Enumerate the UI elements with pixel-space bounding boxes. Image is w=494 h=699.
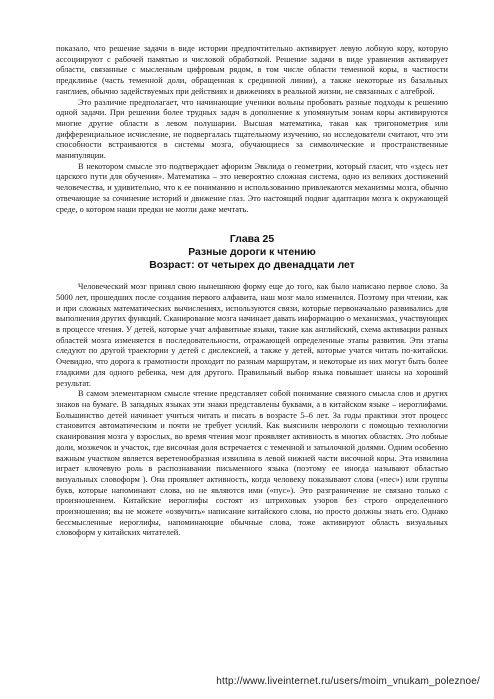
section-gap [56, 215, 448, 225]
paragraph: Человеческий мозг принял свою нынешнюю форму еще до того, как было написано первое слово. За 5000 лет, прошедших после создания первого алфавита, наш мозг мало изменился. Поэтому при чтении, как и при сложных математических вычислениях, используются связи, которые первоначально развивались для выполнения других функций. Сканирование мозга начинает давать информацию о механизмах, участвующих в процессе чтения. У детей, которые учат алфавитные языки, такие как английский, схема активации разных областей мозга изменяется в последовательности, отражающей определенные этапы развития. Эти этапы следуют по другой траектории у детей с дислексией, а также у детей, которые учатся читать по-китайски. Очевидно, что дорога к грамотности проходит по разным маршрутам, и некоторые из них могут быть более гладкими для одного ребенка, чем для другого. Правильный выбор языка повышает шансы на хороший результат. [56, 282, 448, 388]
paragraph: В самом элементарном смысле чтение представляет собой понимание связного смысла слов и других знаков на бумаге. В западных языках эти знаки представлены буквами, а в китайском языке – иероглифами. Большинство детей начинает учиться читать и писать в возрасте 5–6 лет. За годы практики этот процесс становится автоматическим и почти не требует усилий. Как выяснили неврологи с помощью технологии сканирования мозга у взрослых, во время чтения мозг проявляет активность в многих областях. Это лобные доли, мозжечок и участок, где височная доля встречается с теменной и затылочной долями. Одним особенно важным участком является веретенообразная извилина в левой нижней части височной коры. Эта извилина играет ключевую роль в распознавании письменного языка (поэтому ее иногда называют областью визуальных словоформ ). Она проявляет активность, когда человеку показывают слова («пес») или группы букв, которые напоминают слова, но не являются ими («пус»). Это разграничение не связано только с произношением. Китайские иероглифы состоят из штриховых узоров без строго определенного произношения; вы не можете «озвучить» написание китайского слова, но просто должны знать его. Однако бессмысленные иероглифы, напоминающие обычные слова, тоже активируют область визуальных словоформ у китайских читателей. [56, 389, 448, 538]
chapter-subtitle: Возраст: от четырех до двенадцати лет [149, 260, 355, 272]
chapter-title: Разные дороги к чтению [188, 247, 316, 259]
chapter-heading [56, 233, 448, 272]
chapter-number: Глава 25 [229, 234, 275, 246]
top-text-section [56, 44, 448, 215]
footer-url[interactable]: http://www.liveinternet.ru/users/moim_vnukam_poleznoe/ [216, 676, 480, 687]
paragraph: В некотором смысле это подтверждает афоризм Эвклида о геометрии, который гласит, что «здесь нет царского пути для обучения». Математика – это невероятно сложная система, одно из великих достижений человечества, и удивительно, что к ее пониманию и использованию привлекаются механизмы мозга, обычно отвечающие за сочинение историй и движение глаз. Это настоящий подвиг адаптации мозга к окружающей среде, о котором наши предки не могли даже мечтать. [56, 161, 448, 214]
paragraph: Это различие предполагает, что начинающие ученики вольны пробовать разные подходы к решению одной задачи. При решении более трудных задач в дополнение к упомянутым зонам коры активируются многие другие области в левом полушарии. Высшая математика, такая как тригонометрия или дифференциальное исчисление, не подвергалась тщательному изучению, но исследователи считают, что эти способности встраиваются в системы мозга, обучающиеся за символические и пространственные манипуляции. [56, 97, 448, 161]
paragraph: показало, что решение задачи в виде истории предпочтительно активирует левую лобную кору, которую ассоциируют с рабочей памятью и числовой обработкой. Решение задачи в виде уравнения активирует области, связанные с мысленным цифровым рядом, в том числе области теменной коры, в частности предклинье (часть теменной доли, обращенная к срединной линии), а также некоторые из базальных ганглиев, обычно задействуемых при действиях и движениях в реальной жизни, не связанных с алгеброй. [56, 44, 448, 96]
bottom-text-section [56, 282, 448, 539]
